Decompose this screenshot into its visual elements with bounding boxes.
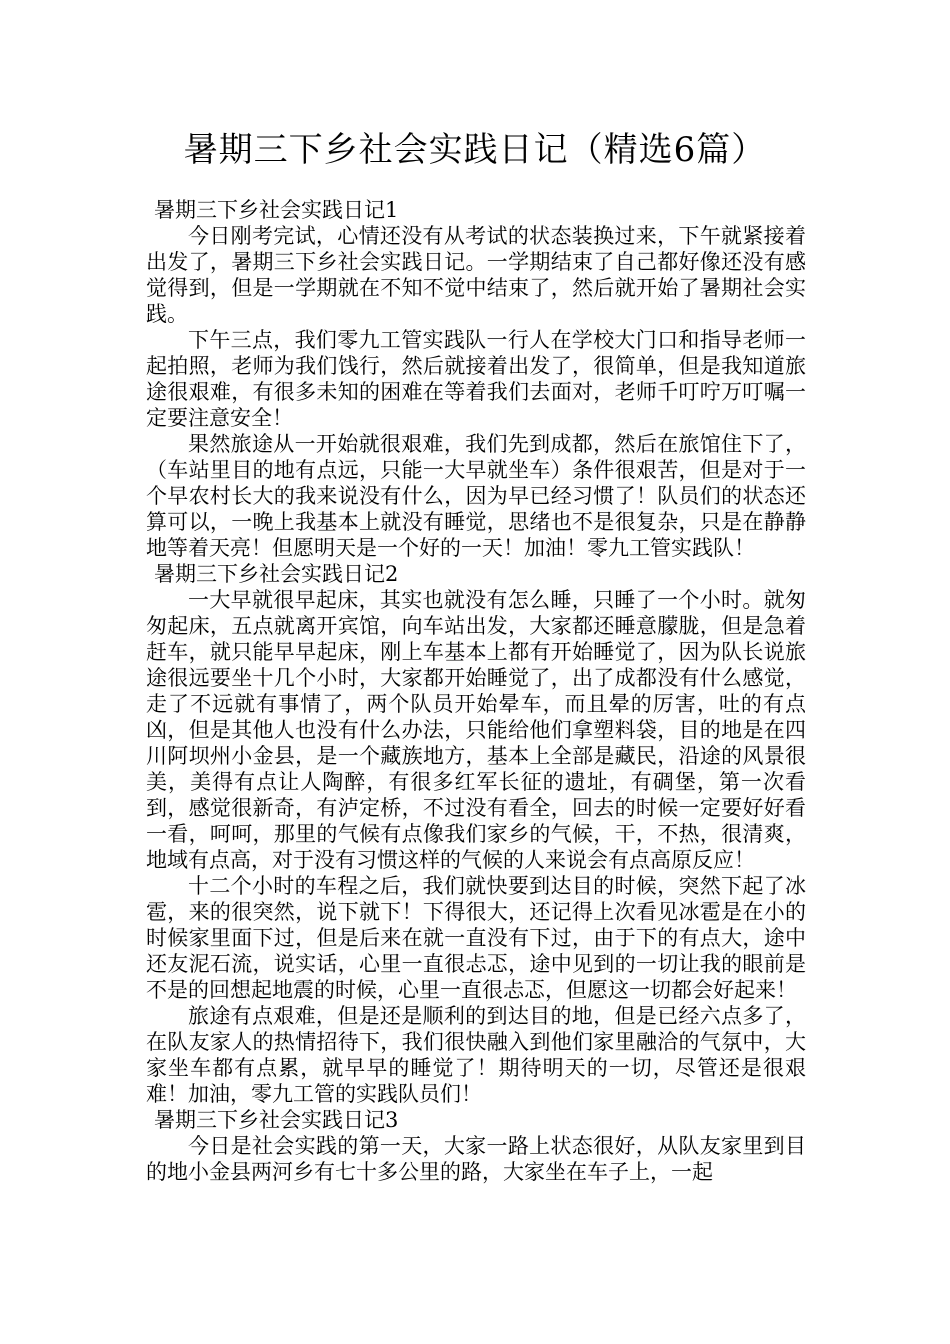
- section-2: [146, 561, 806, 1107]
- paragraph: 十二个小时的车程之后，我们就快要到达目的时候，突然下起了冰雹，来的很突然，说下就下！下得很大，还记得上次看见冰雹是在小的时候家里面下过，但是后来在就一直没有下过，由于下的有点大，途中还友泥石流，说实话，心里一直很忐忑，途中见到的一切让我的眼前是不是的回想起地震的时候，心里一直很忐忑，但愿这一切都会好起来！: [146, 874, 806, 1002]
- section-1: [146, 197, 806, 561]
- paragraph: 今日是社会实践的第一天，大家一路上状态很好，从队友家里到目的地小金县两河乡有七十多公里的路，大家坐在车子上，一起: [146, 1134, 806, 1184]
- document-title: 暑期三下乡社会实践日记（精选6篇）: [183, 130, 767, 170]
- paragraph: 今日刚考完试，心情还没有从考试的状态装换过来，下午就紧接着出发了，暑期三下乡社会实践日记。一学期结束了自己都好像还没有感觉得到，但是一学期就在不知不觉中结束了，然后就开始了暑期社会实践。: [146, 224, 806, 326]
- section-heading: 暑期三下乡社会实践日记3: [154, 1108, 399, 1132]
- section-3: [146, 1107, 806, 1185]
- document-body: [146, 197, 806, 1185]
- paragraph: 果然旅途从一开始就很艰难，我们先到成都，然后在旅馆住下了，（车站里目的地有点远，只能一大早就坐车）条件很艰苦，但是对于一个早农村长大的我来说没有什么，因为早已经习惯了！队员们的状态还算可以，一晚上我基本上就没有睡觉，思绪也不是很复杂，只是在静静地等着天亮！但愿明天是一个好的一天！加油！零九工管实践队！: [146, 432, 806, 560]
- paragraph: 旅途有点艰难，但是还是顺利的到达目的地，但是已经六点多了，在队友家人的热情招待下，我们很快融入到他们家里融洽的气氛中，大家坐车都有点累，就早早的睡觉了！期待明天的一切，尽管还是很艰难！加油，零九工管的实践队员们！: [146, 1004, 806, 1106]
- paragraph: 下午三点，我们零九工管实践队一行人在学校大门口和指导老师一起拍照，老师为我们饯行，然后就接着出发了，很简单，但是我知道旅途很艰难，有很多未知的困难在等着我们去面对，老师千叮咛万叮嘱一定要注意安全！: [146, 328, 806, 430]
- paragraph: 一大早就很早起床，其实也就没有怎么睡，只睡了一个小时。就匆匆起床，五点就离开宾馆，向车站出发，大家都还睡意朦胧，但是急着赶车，就只能早早起床，刚上车基本上都有开始睡觉了，因为队长说旅途很远要坐十几个小时，大家都开始睡觉了，出了成都没有什么感觉，走了不远就有事情了，两个队员开始晕车，而且晕的厉害，吐的有点凶，但是其他人也没有什么办法，只能给他们拿塑料袋，目的地是在四川阿坝州小金县，是一个藏族地方，基本上全部是藏民，沿途的风景很美，美得有点让人陶醉，有很多红军长征的遗址，有碉堡，第一次看到，感觉很新奇，有泸定桥，不过没有看全，回去的时候一定要好好看一看，呵呵，那里的气候有点像我们家乡的气候，干，不热，很清爽，地域有点高，对于没有习惯这样的气候的人来说会有点高原反应！: [146, 588, 806, 872]
- section-heading: 暑期三下乡社会实践日记1: [154, 198, 399, 222]
- section-heading: 暑期三下乡社会实践日记2: [154, 562, 399, 586]
